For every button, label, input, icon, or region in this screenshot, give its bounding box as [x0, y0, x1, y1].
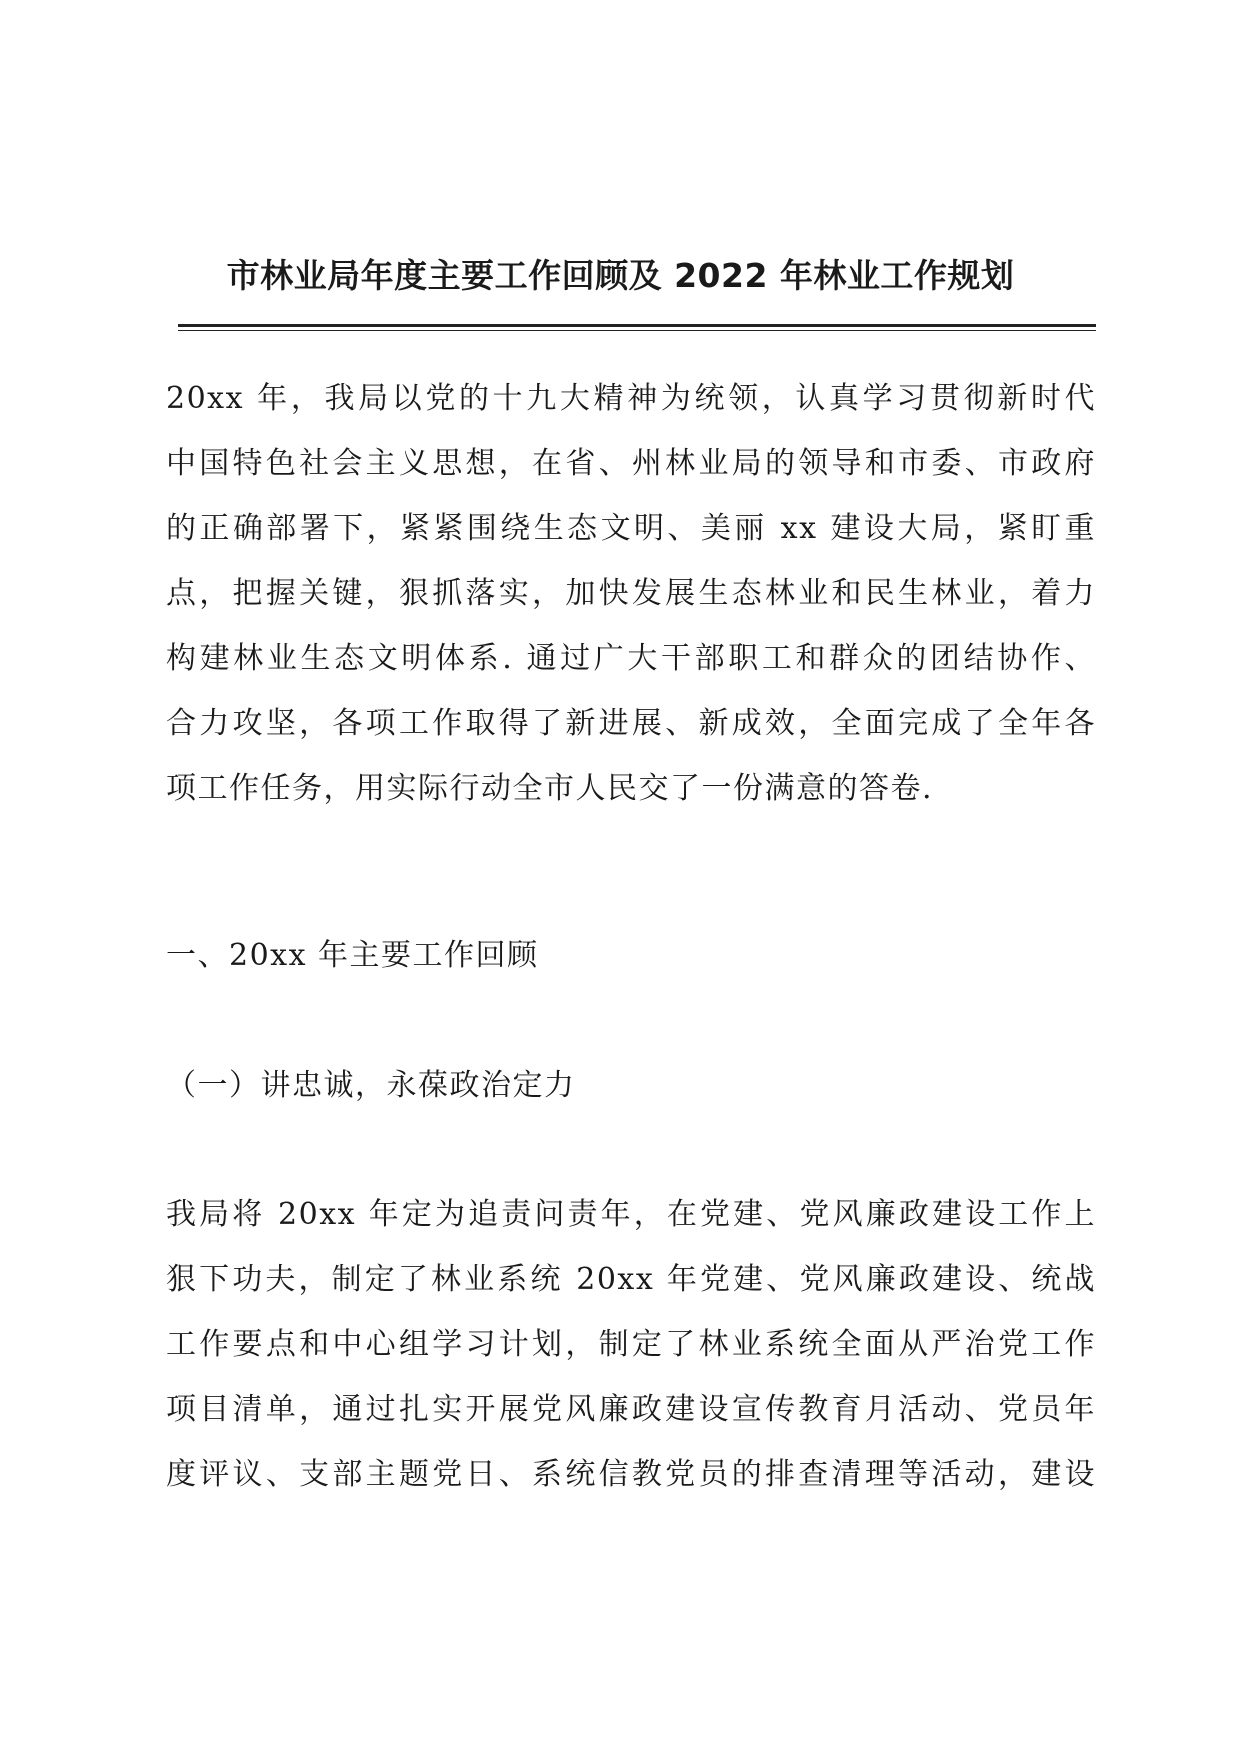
intro-line: 项工作任务，用实际行动全市人民交了一份满意的答卷.	[166, 771, 934, 806]
document-title: 市林业局年度主要工作回顾及 2022 年林业工作规划	[226, 256, 1015, 295]
intro-line: 的正确部署下，紧紧围绕生态文明、美丽 xx 建设大局，紧盯重	[166, 511, 1096, 546]
subsection-heading: （一）讲忠诚，永葆政治定力	[166, 1068, 576, 1103]
body-line: 项目清单，通过扎实开展党风廉政建设宣传教育月活动、党员年	[166, 1392, 1096, 1427]
section-heading: 一、20xx 年主要工作回顾	[166, 938, 539, 973]
title-divider-thick	[178, 324, 1096, 327]
intro-line: 点，把握关键，狠抓落实，加快发展生态林业和民生林业，着力	[166, 576, 1096, 611]
body-paragraph	[166, 1182, 1096, 1507]
title-divider-thin	[178, 330, 1096, 331]
intro-line: 20xx 年，我局以党的十九大精神为统领，认真学习贯彻新时代	[166, 381, 1096, 416]
intro-line: 合力攻坚，各项工作取得了新进展、新成效，全面完成了全年各	[166, 706, 1096, 741]
intro-line: 构建林业生态文明体系. 通过广大干部职工和群众的团结协作、	[166, 641, 1096, 676]
intro-paragraph	[166, 366, 1096, 821]
body-line: 狠下功夫，制定了林业系统 20xx 年党建、党风廉政建设、统战	[166, 1262, 1096, 1297]
body-line: 度评议、支部主题党日、系统信教党员的排查清理等活动，建设	[166, 1457, 1096, 1492]
intro-line: 中国特色社会主义思想，在省、州林业局的领导和市委、市政府	[166, 446, 1096, 481]
body-line: 工作要点和中心组学习计划，制定了林业系统全面从严治党工作	[166, 1327, 1096, 1362]
body-line: 我局将 20xx 年定为追责问责年，在党建、党风廉政建设工作上	[166, 1197, 1096, 1232]
